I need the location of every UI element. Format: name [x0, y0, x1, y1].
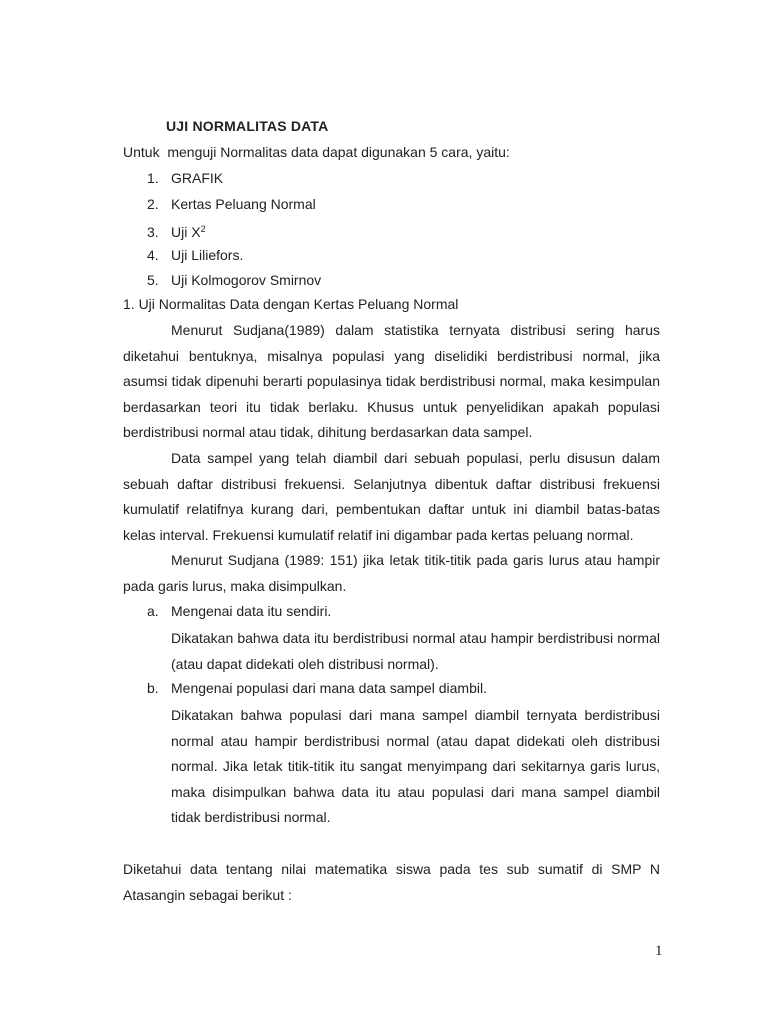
list-superscript: 2	[200, 224, 206, 234]
list-label: Uji Liliefors.	[171, 246, 244, 263]
list-number: 2.	[147, 195, 159, 212]
conclusion-heading	[147, 603, 331, 619]
list-label: Uji Kolmogorov Smirnov	[171, 272, 322, 288]
paragraph: Menurut Sudjana(1989) dalam statistika ternyata distribusi sering harus diketahui bentuknya, misalnya populasi yang diselidiki berdistribusi normal, jika asumsi tidak dipenuhi berarti populasinya tidak berdistribusi normal, maka kesimpulan berdasarkan teori itu tidak berlaku. Khusus untuk penyelidikan apakah populasi berdistribusi normal atau tidak, dihitung berdasarkan data sampel.	[123, 322, 660, 441]
list-number: 5.	[147, 272, 159, 288]
list-letter: b.	[147, 680, 159, 696]
conclusion-text: Dikatakan bahwa populasi dari mana sampel diambil ternyata berdistribusi normal atau hampir berdistribusi normal (atau dapat didekati oleh distribusi normal. Jika letak titik-titik itu sangat menyimpang dari sekitarnya garis lurus, maka disimpulkan bahwa data itu atau populasi dari mana sampel diambil tidak berdistribusi normal.	[171, 707, 660, 826]
list-item	[147, 271, 321, 297]
document-title: UJI NORMALITAS DATA	[166, 118, 329, 134]
paragraph: Menurut Sudjana (1989: 151) jika letak titik-titik pada garis lurus atau hampir pada garis lurus, maka disimpulkan.	[123, 552, 660, 594]
paragraph: Data sampel yang telah diambil dari sebuah populasi, perlu disusun dalam sebuah daftar distribusi frekuensi. Selanjutnya dibentuk daftar distribusi frekuensi kumulatif relatifnya kurang dari, pembentukan daftar untuk ini diambil batas-batas kelas interval. Frekuensi kumulatif relatif ini digambar pada kertas peluang normal.	[123, 450, 660, 543]
section-heading: 1. Uji Normalitas Data dengan Kertas Peluang Normal	[123, 296, 459, 312]
paragraph: Diketahui data tentang nilai matematika siswa pada tes sub sumatif di SMP N Atasangin sebagai berikut :	[123, 861, 660, 903]
list-number: 4.	[147, 246, 159, 263]
list-item	[147, 169, 321, 195]
conclusion-heading	[147, 680, 487, 696]
list-label: Kertas Peluang Normal	[171, 195, 316, 212]
list-number: 3.	[147, 224, 159, 240]
conclusion-text: Dikatakan bahwa data itu berdistribusi normal atau hampir berdistribusi normal (atau dapat didekati oleh distribusi normal).	[171, 630, 660, 672]
list-item	[147, 220, 321, 246]
intro-text: Untuk menguji Normalitas data dapat digunakan 5 cara, yaitu:	[123, 144, 510, 160]
page-number: 1	[655, 943, 663, 959]
methods-list	[147, 169, 321, 297]
conclusion-title: Mengenai populasi dari mana data sampel diambil.	[171, 680, 487, 696]
list-label: GRAFIK	[171, 170, 224, 186]
list-item	[147, 246, 321, 272]
list-label: Uji X	[171, 224, 201, 240]
list-number: 1.	[147, 170, 159, 186]
list-letter: a.	[147, 603, 159, 619]
conclusion-title: Mengenai data itu sendiri.	[171, 603, 332, 619]
list-item	[147, 195, 321, 221]
